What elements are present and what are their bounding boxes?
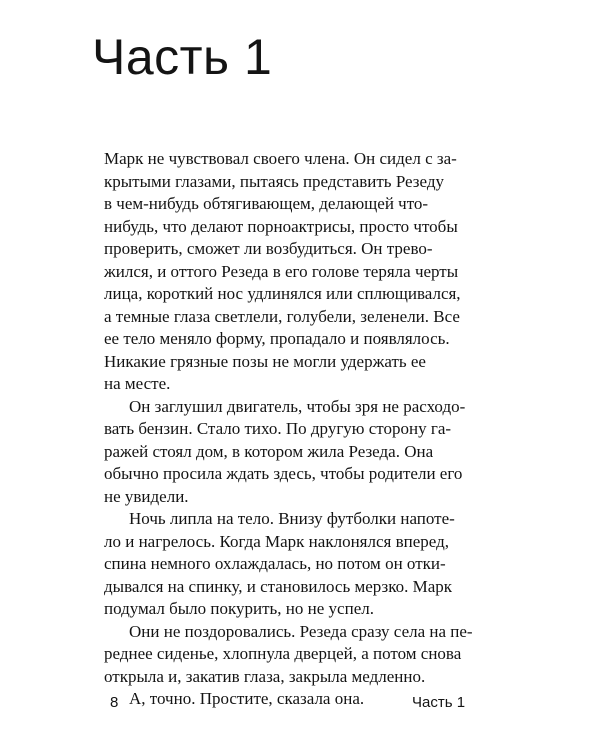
- text-line: в чем-нибудь обтягивающем, делающей что-: [104, 194, 429, 213]
- text-line: подумал было покурить, но не успел.: [104, 599, 374, 618]
- chapter-title: Часть 1: [92, 29, 273, 85]
- text-line: Ночь липла на тело. Внизу футболки напоте-: [129, 509, 455, 528]
- text-line: Они не поздоровались. Резеда сразу села на пе-: [129, 621, 473, 641]
- text-line: лица, короткий нос удлинялся или сплющивался,: [104, 284, 461, 303]
- text-line: дывался на спинку, и становилось мерзко. Марк: [104, 576, 453, 596]
- text-line: открыла и, закатив глаза, закрыла медленно.: [104, 666, 426, 686]
- text-line: ее тело меняло форму, пропадало и появлялось.: [104, 329, 450, 348]
- text-line: А, точно. Простите, сказала она.: [129, 689, 365, 708]
- text-line: жился, и оттого Резеда в его голове теряла черты: [104, 261, 459, 281]
- text-line: реднее сиденье, хлопнула дверцей, а потом снова: [104, 644, 462, 663]
- text-line: проверить, сможет ли возбудиться. Он трево-: [104, 239, 433, 258]
- body-text: [104, 148, 474, 711]
- text-line: Никакие грязные позы не могли удержать ее: [104, 351, 426, 371]
- text-line: ражей стоял дом, в котором жила Резеда. Она: [104, 441, 434, 461]
- text-line: обычно просила ждать здесь, чтобы родители его: [104, 464, 463, 483]
- text-line: вать бензин. Стало тихо. По другую сторону га-: [104, 419, 452, 438]
- text-line: крытыми глазами, пытаясь представить Резеду: [104, 171, 444, 191]
- text-line: а темные глаза светлели, голубели, зеленели. Все: [104, 306, 460, 326]
- text-line: ло и нагрелось. Когда Марк наклонялся вперед,: [104, 531, 449, 551]
- text-line: Он заглушил двигатель, чтобы зря не расходо-: [129, 396, 466, 416]
- text-line: спина немного охлаждалась, но потом он отки-: [104, 554, 446, 573]
- text-line: на месте.: [104, 374, 171, 393]
- running-header: Часть 1: [412, 694, 466, 711]
- page-number: 8: [110, 694, 119, 711]
- text-line: Марк не чувствовал своего члена. Он сидел с за-: [104, 149, 457, 168]
- text-line: не увидели.: [104, 486, 189, 506]
- text-line: нибудь, что делают порноактрисы, просто чтобы: [104, 216, 458, 236]
